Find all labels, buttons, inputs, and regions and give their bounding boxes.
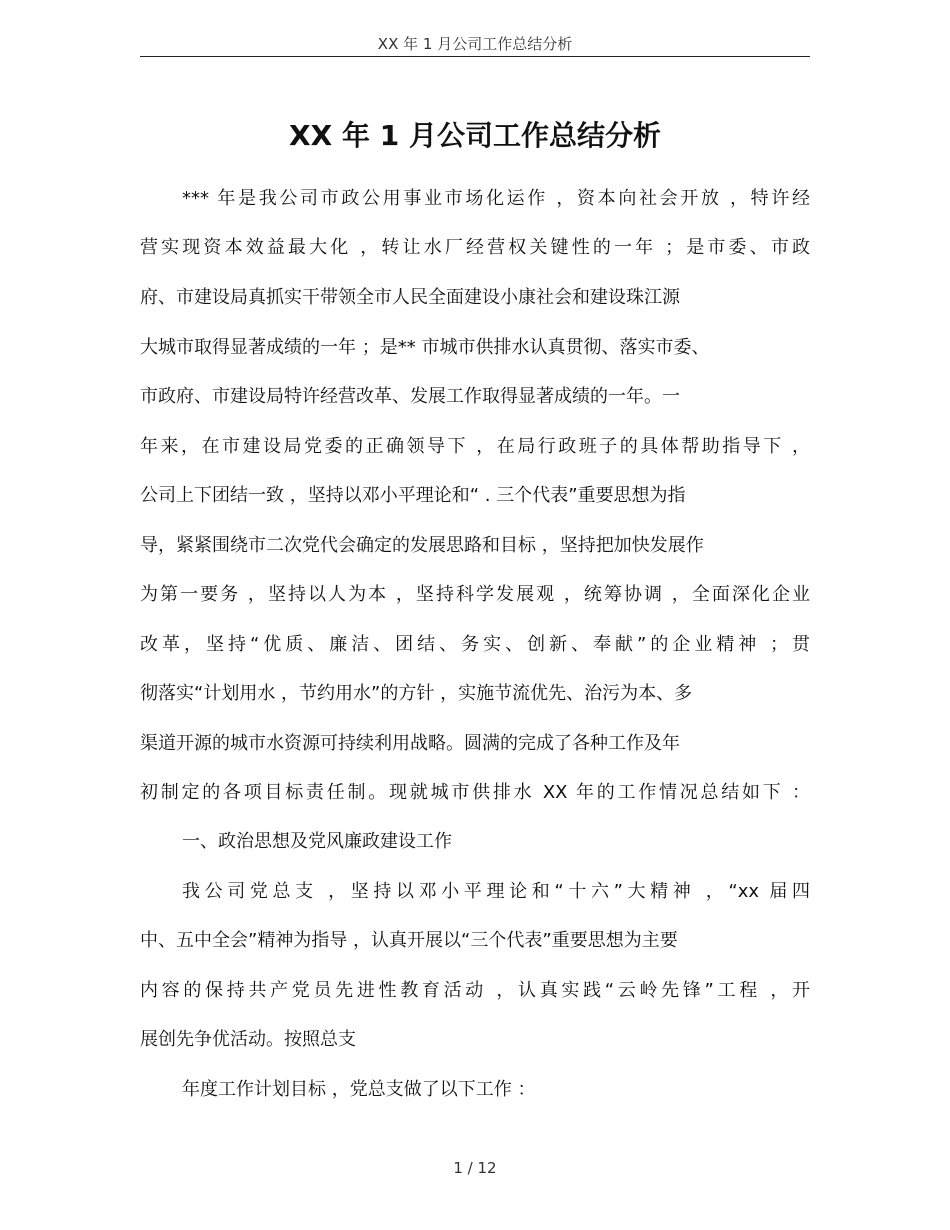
paragraph-line: *** 年是我公司市政公用事业市场化运作 ，资本向社会开放 ，特许经 <box>182 188 810 209</box>
paragraph-line: 为第一要务 ，坚持以人为本 ，坚持科学发展观 ，统筹协调 ，全面深化企业 <box>140 584 810 605</box>
paragraph-line: 初制定的各项目标责任制。现就城市供排水 XX 年的工作情况总结如下 ： <box>140 782 810 803</box>
paragraph-line: 府、市建设局真抓实干带领全市人民全面建设小康社会和建设珠江源 <box>140 287 680 308</box>
running-header: XX 年 1 月公司工作总结分析 <box>377 35 573 53</box>
paragraph-line: 营实现资本效益最大化 ，转让水厂经营权关键性的一年 ；是市委、市政 <box>140 237 810 258</box>
paragraph-line: 渠道开源的城市水资源可持续利用战略。圆满的完成了各种工作及年 <box>140 733 680 754</box>
paragraph-line: 中、五中全会”精神为指导 ，认真开展以“三个代表”重要思想为主要 <box>140 930 678 951</box>
paragraph-line: 公司上下团结一致 ，坚持以邓小平理论和“ . 三个代表”重要思想为指 <box>140 485 686 506</box>
paragraph-line: 彻落实“计划用水 ，节约用水”的方针 ，实施节流优先、治污为本、多 <box>140 683 693 704</box>
section-heading: 一、政治思想及党风廉政建设工作 <box>182 831 452 852</box>
paragraph-line: 改革，坚持“优质、廉洁、团结、务实、创新、奉献”的企业精神 ；贯 <box>140 634 810 655</box>
page-number: 1 / 12 <box>453 1159 497 1177</box>
paragraph-line: 我公司党总支 ，坚持以邓小平理论和“十六”大精神 ，“xx 届四 <box>182 881 810 902</box>
paragraph-line: 内容的保持共产党员先进性教育活动 ，认真实践“云岭先锋”工程 ，开 <box>140 980 810 1001</box>
header-rule <box>140 56 810 57</box>
paragraph-line: 年度工作计划目标 ，党总支做了以下工作 ： <box>182 1079 536 1100</box>
paragraph-line: 市政府、市建设局特许经营改革、发展工作取得显著成绩的一年。一 <box>140 386 680 407</box>
paragraph-line: 展创先争优活动。按照总支 <box>140 1029 356 1050</box>
paragraph-line: 大城市取得显著成绩的一年 ；是** 市城市供排水认真贯彻、落实市委、 <box>140 337 710 358</box>
document-title: XX 年 1 月公司工作总结分析 <box>289 119 661 152</box>
paragraph-line: 年来，在市建设局党委的正确领导下 ，在局行政班子的具体帮助指导下 ， <box>140 436 810 457</box>
paragraph-line: 导，紧紧围绕市二次党代会确定的发展思路和目标 ，坚持把加快发展作 <box>140 535 704 556</box>
